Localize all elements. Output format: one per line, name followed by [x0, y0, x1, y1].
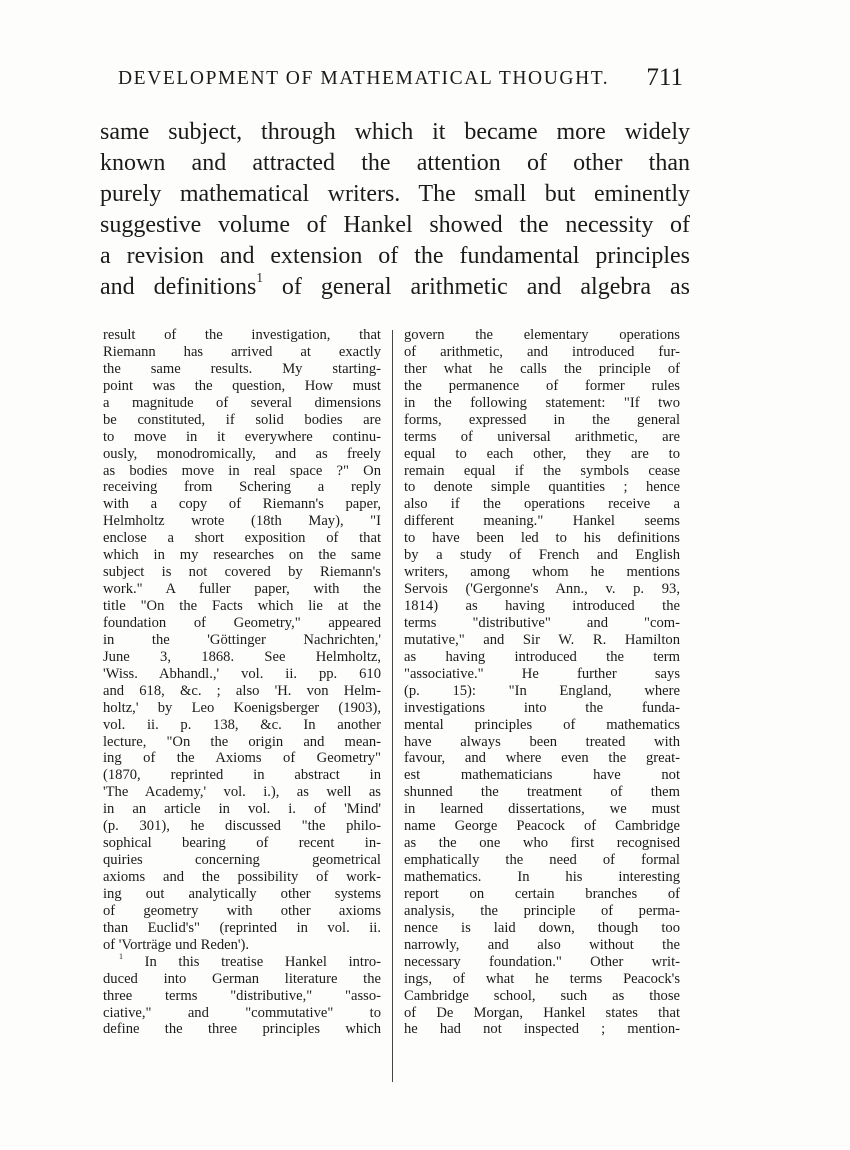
footnote-line: ciative," and "commutative" to: [103, 1004, 381, 1021]
left-column-line: 'The Academy,' vol. i.), as well as: [103, 784, 381, 801]
right-column-line: to denote simple quantities ; hence: [404, 479, 680, 496]
right-column-line: "associative." He further says: [404, 665, 680, 682]
left-column-line: Helmholtz wrote (18th May), "I: [103, 513, 381, 530]
right-column-line: ings, of what he terms Peacock's: [404, 970, 680, 987]
left-column-line: to move in it everywhere continu-: [103, 428, 381, 445]
right-column-line: 1814) as having introduced the: [404, 598, 680, 614]
right-column-line: emphatically the need of formal: [404, 852, 680, 869]
main-text-line: same subject, through which it became more widely: [100, 119, 690, 145]
left-column-line: sophical bearing of recent in-: [103, 835, 381, 852]
left-column-line: in an article in vol. i. of 'Mind': [103, 801, 381, 818]
right-column-line: mutative," and Sir W. R. Hamilton: [404, 631, 680, 648]
main-text: [100, 116, 690, 302]
page-header: [108, 64, 683, 98]
left-column-line: ing out analytically other systems: [103, 885, 381, 902]
column-divider: [392, 330, 393, 1082]
left-column-line: a magnitude of several dimensions: [103, 394, 381, 411]
right-column-line: different meaning." Hankel seems: [404, 513, 680, 530]
left-column-line: the same results. My starting-: [103, 360, 381, 377]
left-column-line: be constituted, if solid bodies are: [103, 411, 381, 428]
left-column-line: enclose a short exposition of that: [103, 530, 381, 547]
left-column-line: with a copy of Riemann's paper,: [103, 496, 381, 513]
right-column-line: mathematics. In his interesting: [404, 869, 680, 885]
right-column-line: Cambridge school, such as those: [404, 987, 680, 1004]
left-column-line: 'Wiss. Abhandl.,' vol. ii. pp. 610: [103, 665, 381, 682]
right-column-line: writers, among whom he mentions: [404, 564, 680, 581]
right-column-line: of arithmetic, and introduced fur-: [404, 343, 680, 360]
right-column-line: shunned the treatment of them: [404, 784, 680, 801]
left-column-line: than Euclid's" (reprinted in vol. ii.: [103, 919, 381, 936]
right-column-line: govern the elementary operations: [404, 327, 680, 343]
left-column-line: holtz,' by Leo Koenigsberger (1903),: [103, 699, 381, 716]
right-column-line: (p. 15): "In England, where: [404, 682, 680, 699]
right-column-line: est mathematicians have not: [404, 767, 680, 784]
footnote-line: three terms "distributive," "asso-: [103, 987, 381, 1004]
right-column-line: the permanence of former rules: [404, 377, 680, 394]
right-column-line: mental principles of mathematics: [404, 716, 680, 733]
right-column-line: to have been led to his definitions: [404, 530, 680, 547]
right-column-line: of De Morgan, Hankel states that: [404, 1004, 680, 1021]
left-column: [103, 327, 381, 1038]
main-text-line: known and attracted the attention of other than: [100, 150, 690, 176]
left-column-line: ously, monodromically, and as freely: [103, 445, 381, 462]
main-text-line: a revision and extension of the fundamental principles: [100, 243, 690, 269]
left-column-line: ing of the Axioms of Geometry": [103, 750, 381, 767]
running-head: DEVELOPMENT OF MATHEMATICAL THOUGHT.: [118, 68, 610, 89]
right-column-line: also if the operations receive a: [404, 496, 680, 513]
left-column-line: title "On the Facts which lie at the: [103, 598, 381, 614]
left-column-line: June 3, 1868. See Helmholtz,: [103, 648, 381, 665]
right-column-line: as having introduced the term: [404, 648, 680, 665]
main-text-line: suggestive volume of Hankel showed the necessity of: [100, 212, 690, 238]
main-text-fragment: of general arithmetic and algebra as: [262, 274, 690, 300]
right-column-line: report on certain branches of: [404, 885, 680, 902]
footnote-line: define the three principles which: [103, 1021, 381, 1038]
left-column-line: and 618, &c. ; also 'H. von Helm-: [103, 682, 381, 699]
left-column-line: axioms and the possibility of work-: [103, 869, 381, 885]
main-text-line: purely mathematical writers. The small but eminently: [100, 181, 690, 207]
left-column-line: of 'Vorträge und Reden').: [103, 936, 250, 953]
left-column-line: point was the question, How must: [103, 377, 381, 394]
right-column-line: forms, expressed in the general: [404, 411, 680, 428]
footnote-reference: 1: [256, 270, 263, 286]
left-column-line: work." A fuller paper, with the: [103, 581, 381, 598]
right-column-line: narrowly, and also without the: [404, 936, 680, 953]
footnote-text: In this treatise Hankel intro-: [123, 953, 381, 970]
right-column: [404, 327, 680, 1038]
footnote-line: [103, 951, 381, 971]
right-column-line: Servois ('Gergonne's Ann., v. p. 93,: [404, 581, 680, 598]
right-column-line: by a study of French and English: [404, 547, 680, 564]
left-column-line: lecture, "On the origin and mean-: [103, 733, 381, 750]
left-column-line: (1870, reprinted in abstract in: [103, 767, 381, 784]
right-column-line: as the one who first recognised: [404, 835, 680, 852]
left-column-line: foundation of Geometry," appeared: [103, 614, 381, 631]
left-column-line: vol. ii. p. 138, &c. In another: [103, 716, 381, 733]
right-column-line: in learned dissertations, we must: [404, 801, 680, 818]
left-column-line: subject is not covered by Riemann's: [103, 564, 381, 581]
footnote-line: duced into German literature the: [103, 970, 381, 987]
main-text-line-last: [100, 271, 690, 302]
right-column-line: name George Peacock of Cambridge: [404, 818, 680, 835]
right-column-line: ther what he calls the principle of: [404, 360, 680, 377]
left-column-line: of geometry with other axioms: [103, 902, 381, 919]
left-column-line: Riemann has arrived at exactly: [103, 343, 381, 360]
right-column-line: necessary foundation." Other writ-: [404, 953, 680, 970]
right-column-line: in the following statement: "If two: [404, 394, 680, 411]
right-column-line: equal to each other, they are to: [404, 445, 680, 462]
right-column-line: analysis, the principle of perma-: [404, 902, 680, 919]
footnote-number: 1: [119, 951, 124, 961]
right-column-line: favour, and where even the great-: [404, 750, 680, 767]
left-column-line: quiries concerning geometrical: [103, 852, 381, 869]
page-number: 711: [646, 64, 683, 91]
right-column-line: have always been treated with: [404, 733, 680, 750]
right-column-line: terms of universal arithmetic, are: [404, 428, 680, 445]
main-text-fragment: and definitions: [100, 274, 257, 300]
right-column-line: terms "distributive" and "com-: [404, 614, 680, 631]
left-column-line: in the 'Göttinger Nachrichten,': [103, 631, 381, 648]
right-column-line: investigations into the funda-: [404, 699, 680, 716]
left-column-line: which in my researches on the same: [103, 547, 381, 564]
right-column-line: he had not inspected ; mention-: [404, 1021, 680, 1038]
left-column-line: as bodies move in real space ?" On: [103, 462, 381, 479]
right-column-line: remain equal if the symbols cease: [404, 462, 680, 479]
left-column-line: receiving from Schering a reply: [103, 479, 381, 496]
right-column-line: nence is laid down, though too: [404, 919, 680, 936]
left-column-line: (p. 301), he discussed "the philo-: [103, 818, 381, 835]
left-column-line: result of the investigation, that: [103, 327, 381, 343]
